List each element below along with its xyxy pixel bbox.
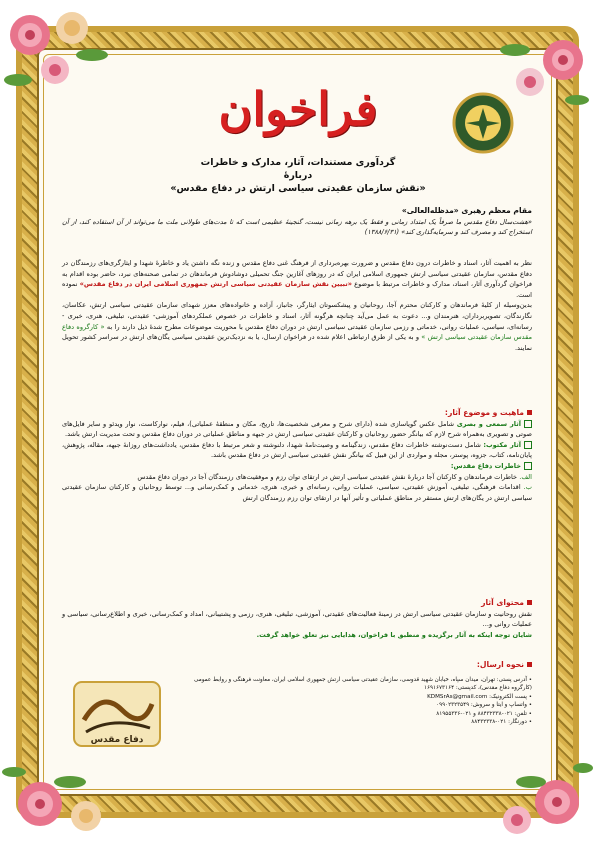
logo-text: دفاع مقدس: [90, 735, 144, 745]
prize-note: شایان توجه اینکه به آثار برگزیده و منطبق با فراخوان، هدایایی نیز تعلق خواهد گرفت.: [256, 630, 532, 639]
memories-alef: الف. خاطرات فرماندهان و کارکنان آجا دربارهٔ نقش عقیدتی سیاسی ارتش در ارتقای توان رزم و موفقیت‌های رزمندگان آجا در دوران دفاع مقدس: [137, 472, 532, 481]
intro-text-2: بدین‌وسیله از کلیهٔ فرماندهان و کارکنان محترم آجا، روحانیان و پیشکسوتان ایثارگر، جانباز، آزاده و خانواده‌های معزز شهدای سازمان عقیدتی سیاسی ارتش، عکاسان، نگارندگان، تصویربرداران، هنرمندان و... دعوت به عمل می‌آید چنانچه هرگونه آثار، اسناد و خاطرات در خصوص عملکردهای آموزشی- عقیدتی، تبلیغی، هنری، خبری - رسانه‌ای، سیاسی، عملیات روانی، خدماتی و رزمی سازمان عقیدتی سیاسی ارتش در دوران دفاع مقدس با محوریت موضوعات مطرح شدهٔ ذیل دارند را به: [62, 301, 532, 331]
contact-line: (کارگروه دفاع مقدس)، کدپستی: ۱۶۹۱۶۷۳۱۶۴: [424, 685, 532, 692]
contact-phone: • تلفن: ۰۲۱-۸۸۴۳۲۳۳۸ و ۰۲۱-۸۱۹۵۵۳۳۶: [436, 710, 532, 717]
subtitle-line-3: «نقش سازمان عقیدتی سیاسی ارتش در دفاع مقدس»: [170, 183, 426, 194]
square-bullet-icon: [527, 662, 532, 667]
contact-line: • آدرس پستی: تهران، میدان سپاه، خیابان شهید قدوسی، سازمان عقیدتی سیاسی ارتش جمهوری اسلامی ایران، معاونت فرهنگی و روابط عمومی: [194, 677, 532, 683]
contact-fax: • دورنگار: ۰۲۱-۸۸۴۳۲۳۳۸: [471, 719, 532, 726]
intro-paragraph-1: [62, 258, 532, 300]
memories-be: ب. اقدامات فرهنگی، تبلیغی، آموزش عقیدتی، سیاسی، عملیات روانی، رسانه‌ای و خبری، هنری، خدماتی و کمک‌رسانی و... توسط روحانیان و کارکنان سازمان عقیدتی سیاسی ارتش در یگان‌های ارتش مستقر در مناطق عملیاتی و تأثیر آنها در ارتقای توان رزم رزمندگان ارتش: [62, 483, 532, 502]
written-item: آثار مکتوب: شامل دست‌نوشته خاطرات دفاع مقدس، زندگینامه و وصیت‌نامهٔ شهدا، دلنوشته و شعر مرتبط با دفاع مقدس، یادداشت‌های روزانهٔ جبهه، مقاله، پژوهش، پایان‌نامه، کتاب، جزوه، پوستر، مجله و مواردی از این قبیل که بیانگر نقش عقیدتی سیاسی ارتش در دفاع مقدس باشد.: [62, 440, 532, 460]
content-heading: محتوای آثار: [62, 598, 532, 609]
checkbox-icon: [524, 441, 532, 449]
square-bullet-icon: [527, 410, 532, 415]
leader-section: [62, 206, 532, 238]
subtitle-line-1: گردآوری مستندات، آثار، مدارک و خاطرات: [200, 157, 396, 168]
intro-section: [62, 258, 532, 353]
checkbox-icon: [524, 462, 532, 470]
intro-workgroup-highlight: « کارگروه دفاع مقدس سازمان عقیدتی سیاسی ارتش »: [62, 322, 532, 342]
content-section: [62, 598, 532, 640]
leader-quote: «هشت‌سال دفاع مقدس ما صرفاً یک امتداد زمانی و فقط یک برهه زمانی نیست، گنجینهٔ عظیمی است که تا مدت‌های طولانی ملت ما می‌تواند از آن استفاده کند، از آن استخراج کند و مصرف کند و سرمایه‌گذاری کند» (۱۳۸۸/۶/۳۱): [62, 217, 532, 237]
nature-section: [62, 408, 532, 503]
content-text: نقش روحانیت و سازمان عقیدتی سیاسی ارتش در زمینهٔ فعالیت‌های عقیدتی، آموزشی، تبلیغی، هنری، رزمی و پشتیبانی، امداد و کمک‌رسانی، خبری و اطلاع‌رسانی، سیاسی و عملیات روانی و...: [62, 609, 532, 629]
contact-messenger: • واتساپ و ایتا و سروش: ۰۹۹۰۲۳۲۳۵۴۹: [436, 702, 532, 709]
page-title: فراخوان: [218, 82, 378, 136]
intro-text-2-end: و به یکی از طرق ارتباطی اعلام شده در فراخوان ارسال، یا به نزدیک‌ترین عقیدتی سیاسی یگان‌های ارتش در سراسر کشور تحویل نمایند.: [62, 333, 532, 352]
army-emblem-icon: [452, 92, 514, 154]
checkbox-icon: [524, 420, 532, 428]
square-bullet-icon: [527, 600, 532, 605]
poster-content: [52, 62, 544, 782]
sacred-defense-logo: [72, 680, 162, 748]
send-section: [62, 660, 532, 671]
nature-heading: ماهیت و موضوع آثار:: [62, 408, 532, 419]
intro-text-1: نظر به اهمیت آثار، اسناد و خاطرات درون دفاع مقدس و ضرورت بهره‌برداری از فرهنگ غنی دفاع مقدس و زنده نگه داشتن یاد و خاطرهٔ شهدا و ایثارگری‌های رزمندگان در دفاع مقدس، سازمان عقیدتی سیاسی ارتش جمهوری اسلامی ایران که در روزهای آغازین جنگ تحمیلی دوشادوش فرماندهان در تمامی صحنه‌های نبرد، حاضر بوده اقدام به فراخوان گردآوری آثار، اسناد، مدارک و خاطرات مرتبط با موضوع: [62, 259, 532, 289]
contact-list: [172, 676, 532, 726]
leader-heading: مقام معظم رهبری «مدظله‌العالی»: [401, 206, 532, 215]
subtitle-line-2: دربارهٔ: [283, 170, 313, 181]
contact-email: • پست الکترونیک: KDMSrAs@gmail.com: [427, 693, 532, 700]
audio-visual-item: آثار سمعی و بصری شامل عکس گویاسازی شده (دارای شرح و معرفی شخصیت‌ها، تاریخ، مکان و منطقهٔ عملیاتی)، فیلم، نوارکاست، نوار ویدئو و سایر فایل‌های صوتی و تصویری به‌همراه شرح لازم که بیانگر حضور روحانیان و کارکنان عقیدتی سیاسی ارتش در جبهه و مناطق عملیاتی در دوران دفاع مقدس و تحت مدیریت ارتش باشد.: [62, 419, 532, 439]
send-heading: نحوه ارسال:: [62, 660, 532, 671]
memories-item: خاطرات دفاع مقدس:: [62, 461, 532, 472]
intro-text-1-end: نموده است.: [62, 280, 532, 299]
intro-paragraph-2: [62, 300, 532, 353]
intro-topic-highlight: «تبیین نقش سازمان عقیدتی سیاسی ارتش جمهوری اسلامی ایران در دفاع مقدس»: [79, 280, 352, 289]
